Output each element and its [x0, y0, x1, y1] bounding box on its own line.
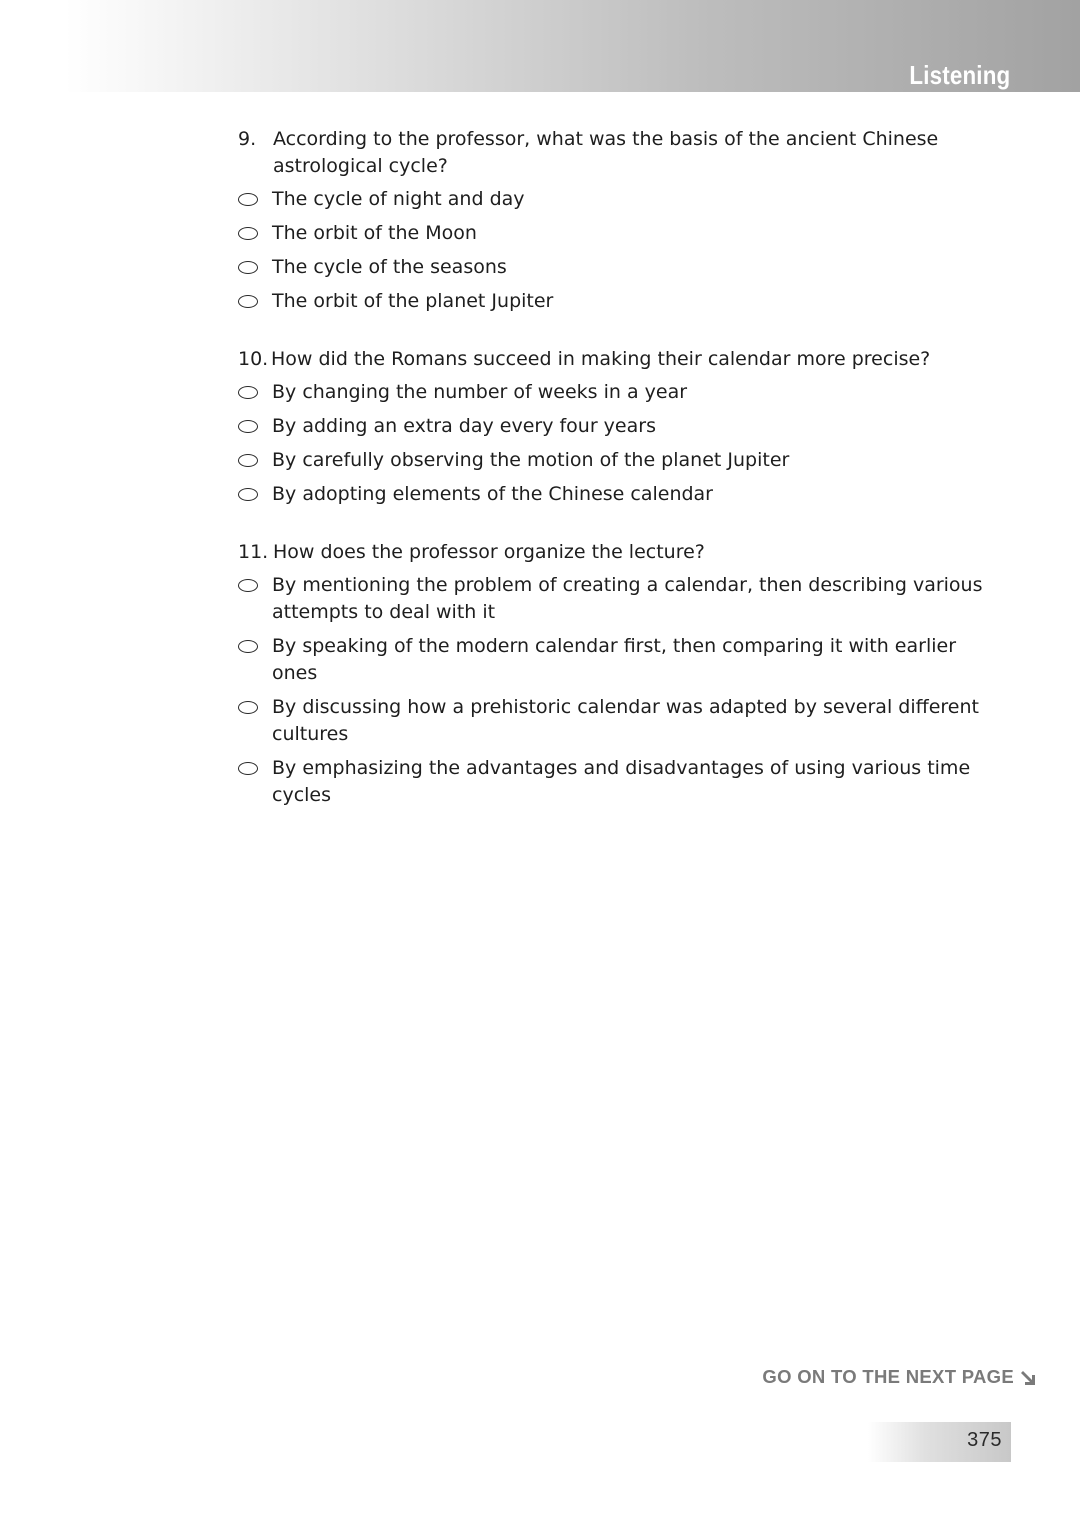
answer-bubble[interactable]	[238, 488, 258, 501]
question-11	[238, 539, 998, 809]
answer-option[interactable]	[238, 379, 998, 406]
question-number: 11.	[238, 541, 269, 563]
answer-bubble[interactable]	[238, 701, 258, 714]
answer-text: By adding an extra day every four years	[272, 415, 656, 437]
answer-bubble[interactable]	[238, 261, 258, 274]
question-text: How does the professor organize the lecture?	[273, 541, 705, 563]
next-page-prompt	[762, 1366, 1040, 1388]
answer-bubble[interactable]	[238, 579, 258, 592]
question-stem	[238, 126, 998, 180]
answer-text: By carefully observing the motion of the planet Jupiter	[272, 449, 790, 471]
answer-option[interactable]	[238, 254, 998, 281]
question-text: According to the professor, what was the basis of the ancient Chinese astrological cycle?	[273, 128, 939, 177]
answer-option[interactable]	[238, 288, 998, 315]
answer-text: The orbit of the planet Jupiter	[272, 290, 554, 312]
answer-bubble[interactable]	[238, 295, 258, 308]
answer-bubble[interactable]	[238, 762, 258, 775]
answer-bubble[interactable]	[238, 640, 258, 653]
answer-option[interactable]	[238, 572, 998, 626]
answer-text: By mentioning the problem of creating a calendar, then describing various attempts to deal with it	[272, 574, 983, 623]
answer-option[interactable]	[238, 694, 998, 748]
answer-option[interactable]	[238, 220, 998, 247]
question-number: 9.	[238, 128, 257, 150]
answer-option[interactable]	[238, 755, 998, 809]
answer-text: By emphasizing the advantages and disadvantages of using various time cycles	[272, 757, 971, 806]
question-number: 10.	[238, 348, 269, 370]
answer-text: By discussing how a prehistoric calendar was adapted by several different cultures	[272, 696, 979, 745]
section-title: Listening	[909, 60, 1010, 90]
next-page-text: GO ON TO THE NEXT PAGE	[762, 1366, 1014, 1387]
answer-text: By speaking of the modern calendar first, then comparing it with earlier ones	[272, 635, 957, 684]
answer-option[interactable]	[238, 447, 998, 474]
answer-option[interactable]	[238, 413, 998, 440]
arrow-down-right-icon	[1020, 1367, 1040, 1387]
question-stem	[238, 346, 998, 373]
question-9	[238, 126, 998, 315]
question-stem	[238, 539, 998, 566]
answer-text: The orbit of the Moon	[272, 222, 477, 244]
question-text: How did the Romans succeed in making their calendar more precise?	[271, 348, 931, 370]
header-band	[0, 0, 1080, 92]
answer-bubble[interactable]	[238, 227, 258, 240]
answer-text: By changing the number of weeks in a year	[272, 381, 688, 403]
answer-option[interactable]	[238, 633, 998, 687]
answer-text: The cycle of the seasons	[272, 256, 507, 278]
page-number-band	[868, 1422, 1011, 1462]
question-list	[238, 126, 998, 840]
answer-text: By adopting elements of the Chinese calendar	[272, 483, 713, 505]
question-10	[238, 346, 998, 508]
answer-bubble[interactable]	[238, 193, 258, 206]
answer-bubble[interactable]	[238, 454, 258, 467]
answer-bubble[interactable]	[238, 386, 258, 399]
answer-bubble[interactable]	[238, 420, 258, 433]
answer-option[interactable]	[238, 481, 998, 508]
answer-option[interactable]	[238, 186, 998, 213]
page-number: 375	[967, 1429, 1002, 1451]
answer-text: The cycle of night and day	[272, 188, 525, 210]
